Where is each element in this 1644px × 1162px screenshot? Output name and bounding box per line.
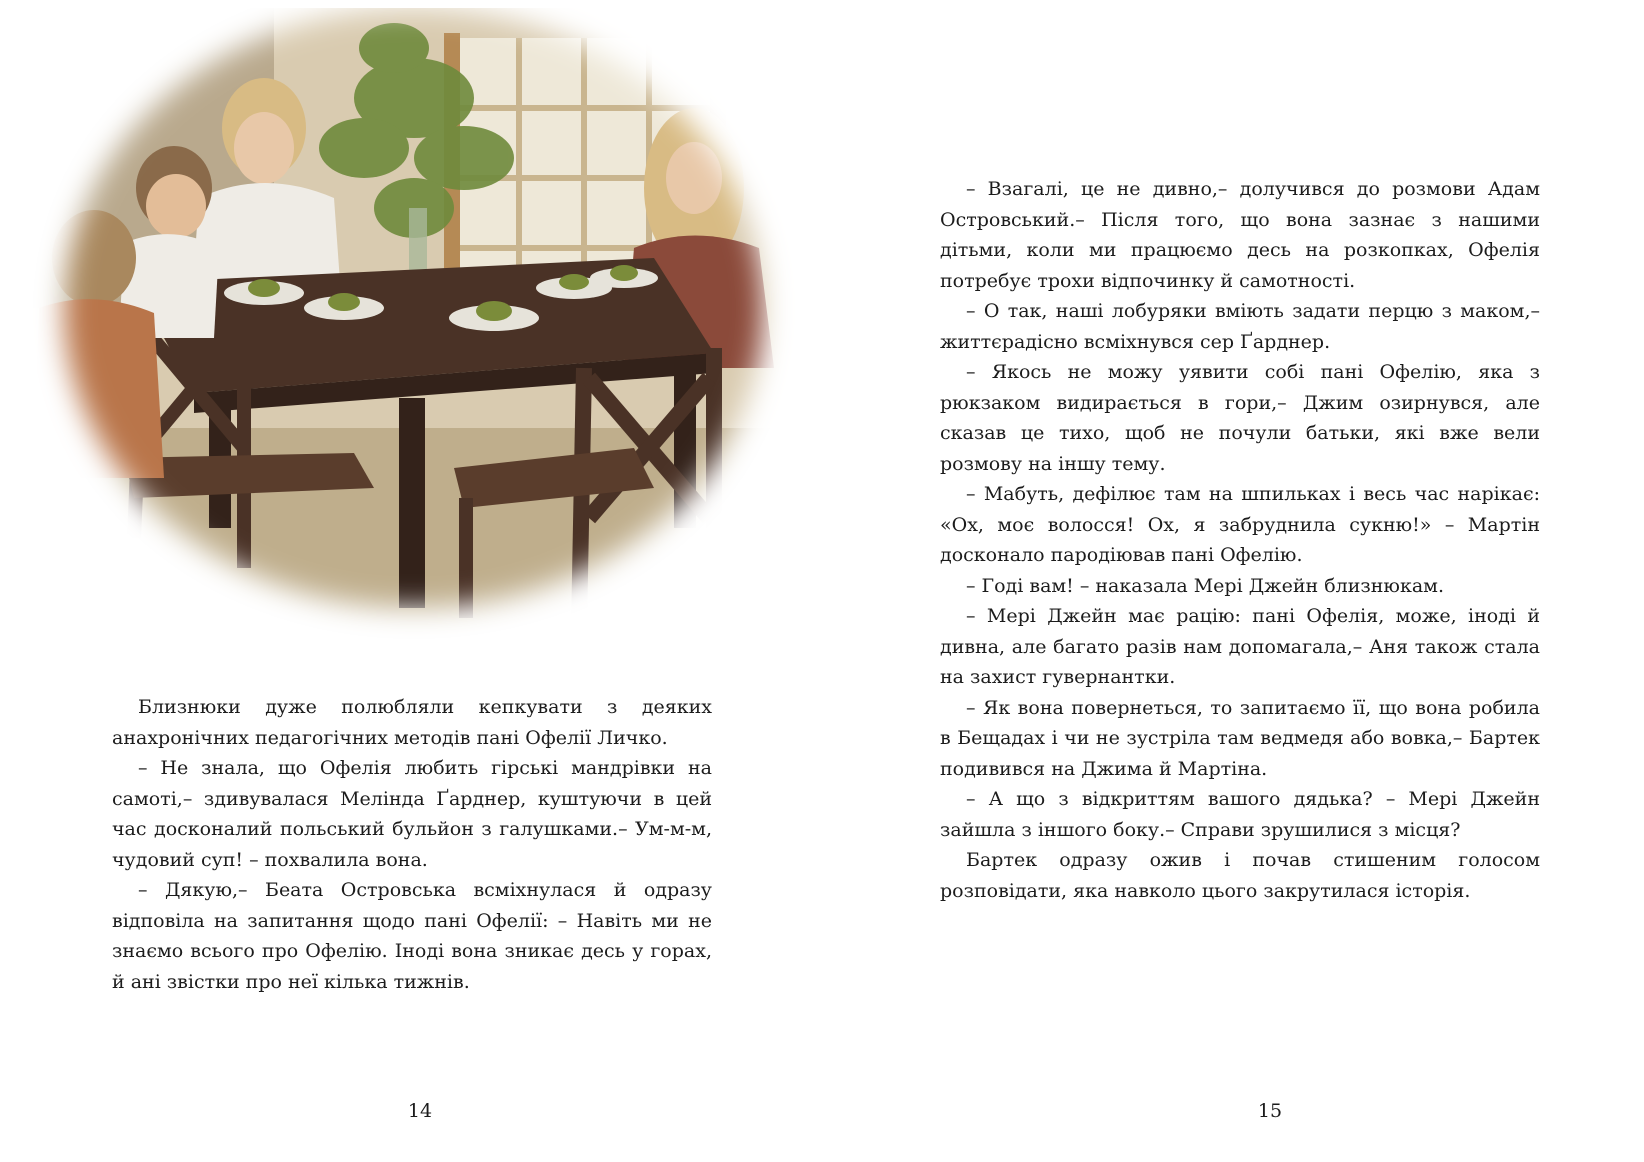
paragraph: – О так, наші лобуряки вміють задати перцю з маком,– життєрадісно всміхнувся сер Ґарднер. <box>940 300 1540 353</box>
page-number-left: 14 <box>407 1100 433 1122</box>
paragraph: – Дякую,– Беата Островська всміхнулася й одразу відповіла на запитання щодо пані Офелії: – Навіть ми не знаємо всього про Офелію. Іноді вона зникає десь у горах, й ані звістки про неї кілька тижнів. <box>112 879 712 993</box>
paragraph: – Якось не можу уявити собі пані Офелію, яка з рюкзаком видирається в гори,– Джим озирнувся, але сказав це тихо, щоб не почули батьки, які вже вели розмову на іншу тему. <box>940 361 1540 475</box>
paragraph: – Мабуть, дефілює там на шпильках і весь час нарікає: «Ох, моє волосся! Ох, я забруднила сукню!» – Мартін досконало пародіював пані Офелію. <box>940 483 1540 566</box>
paragraph: – А що з відкриттям вашого дядька? – Мері Джейн зайшла з іншого боку.– Справи зрушилися з місця? <box>940 788 1540 841</box>
left-page-text <box>112 692 712 997</box>
paragraph: Близнюки дуже полюбляли кепкувати з деяких анахронічних педагогічних методів пані Офелії Личко. <box>112 696 712 749</box>
paragraph: Бартек одразу ожив і почав стишеним голосом розповідати, яка навколо цього закрутилася історія. <box>940 849 1540 902</box>
paragraph: – Не знала, що Офелія любить гірські мандрівки на самоті,– здивувалася Мелінда Ґарднер, куштуючи в цей час досконалий польський бульйон з галушками.– Ум-м-м, чудовий суп! – похвалила вона. <box>112 757 712 871</box>
paragraph: – Годі вам! – наказала Мері Джейн близнюкам. <box>966 574 1444 597</box>
paragraph: – Мері Джейн має рацію: пані Офелія, може, іноді й дивна, але багато разів нам допомагала,– Аня також стала на захист гувернантки. <box>940 605 1540 688</box>
page-number-right: 15 <box>1257 1100 1283 1122</box>
dinner-table-illustration <box>14 8 814 648</box>
paragraph: – Взагалі, це не дивно,– долучився до розмови Адам Островський.– Після того, що вона зазнає з нашими дітьми, коли ми працюємо десь на розкопках, Офелія потребує трохи відпочинку й самотності. <box>940 178 1540 292</box>
paragraph: – Як вона повернеться, то запитаємо її, що вона робила в Бещадах і чи не зустріла там ведмедя або вовка,– Бартек подивився на Джима й Мартіна. <box>940 696 1540 780</box>
right-page-text <box>940 174 1540 906</box>
right-page <box>822 0 1644 1162</box>
